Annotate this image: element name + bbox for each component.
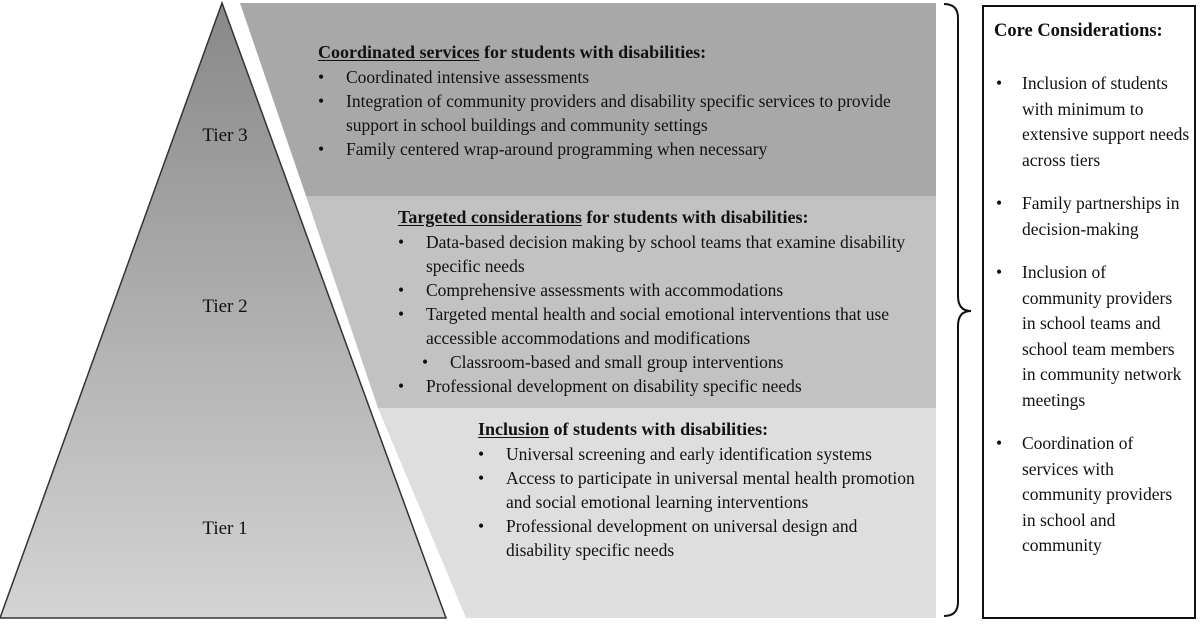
tier3-box (318, 40, 928, 161)
tier3-label: Tier 3 (202, 125, 248, 146)
tier1-label: Tier 1 (202, 518, 248, 539)
tier3-heading-rest: for students with disabilities: (479, 42, 707, 62)
tier1-box (478, 417, 926, 562)
core-item: • Inclusion of students with minimum to extensive support needs across tiers (994, 71, 1190, 173)
tier2-heading-rest: for students with disabilities: (581, 207, 809, 227)
tier3-item: • Family centered wrap-around programming when necessary (318, 137, 928, 161)
tier1-list (478, 442, 926, 562)
core-item: • Inclusion of community providers in school teams and school team members in community network meetings (994, 260, 1190, 413)
tier2-item: • Professional development on disability specific needs (398, 374, 918, 398)
tier2-item: • Comprehensive assessments with accommodations (398, 278, 918, 302)
tier1-heading (478, 417, 926, 442)
tier2-heading (398, 205, 918, 230)
tier2-box (398, 205, 918, 398)
core-considerations-box (982, 5, 1196, 619)
tier1-heading-underlined: Inclusion (478, 419, 550, 439)
tier3-heading-underlined: Coordinated services (318, 42, 480, 62)
core-considerations-list (994, 71, 1190, 577)
tier1-item: • Access to participate in universal mental health promotion and social emotional learning interventions (478, 466, 926, 514)
tier2-heading-underlined: Targeted considerations (398, 207, 582, 227)
tier1-item: • Universal screening and early identification systems (478, 442, 926, 466)
tier3-heading (318, 40, 928, 65)
tier3-item: • Coordinated intensive assessments (318, 65, 928, 89)
tier2-label: Tier 2 (202, 296, 248, 317)
tier3-list (318, 65, 928, 161)
core-item: • Coordination of services with community providers in school and community (994, 431, 1190, 559)
tier2-list (398, 230, 918, 398)
tier1-item: • Professional development on universal design and disability specific needs (478, 514, 926, 562)
tier3-item: • Integration of community providers and disability specific services to provide support in school buildings and community settings (318, 89, 928, 137)
tier2-item: • Targeted mental health and social emotional interventions that use accessible accommodations and modifications (398, 302, 918, 350)
tier1-heading-rest: of students with disabilities: (549, 419, 769, 439)
core-item: • Family partnerships in decision-making (994, 191, 1190, 242)
tier2-item: • Data-based decision making by school teams that examine disability specific needs (398, 230, 918, 278)
curly-brace (944, 4, 971, 616)
core-considerations-title: Core Considerations: (994, 21, 1163, 41)
tier2-subitem: • Classroom-based and small group interventions (398, 350, 918, 374)
